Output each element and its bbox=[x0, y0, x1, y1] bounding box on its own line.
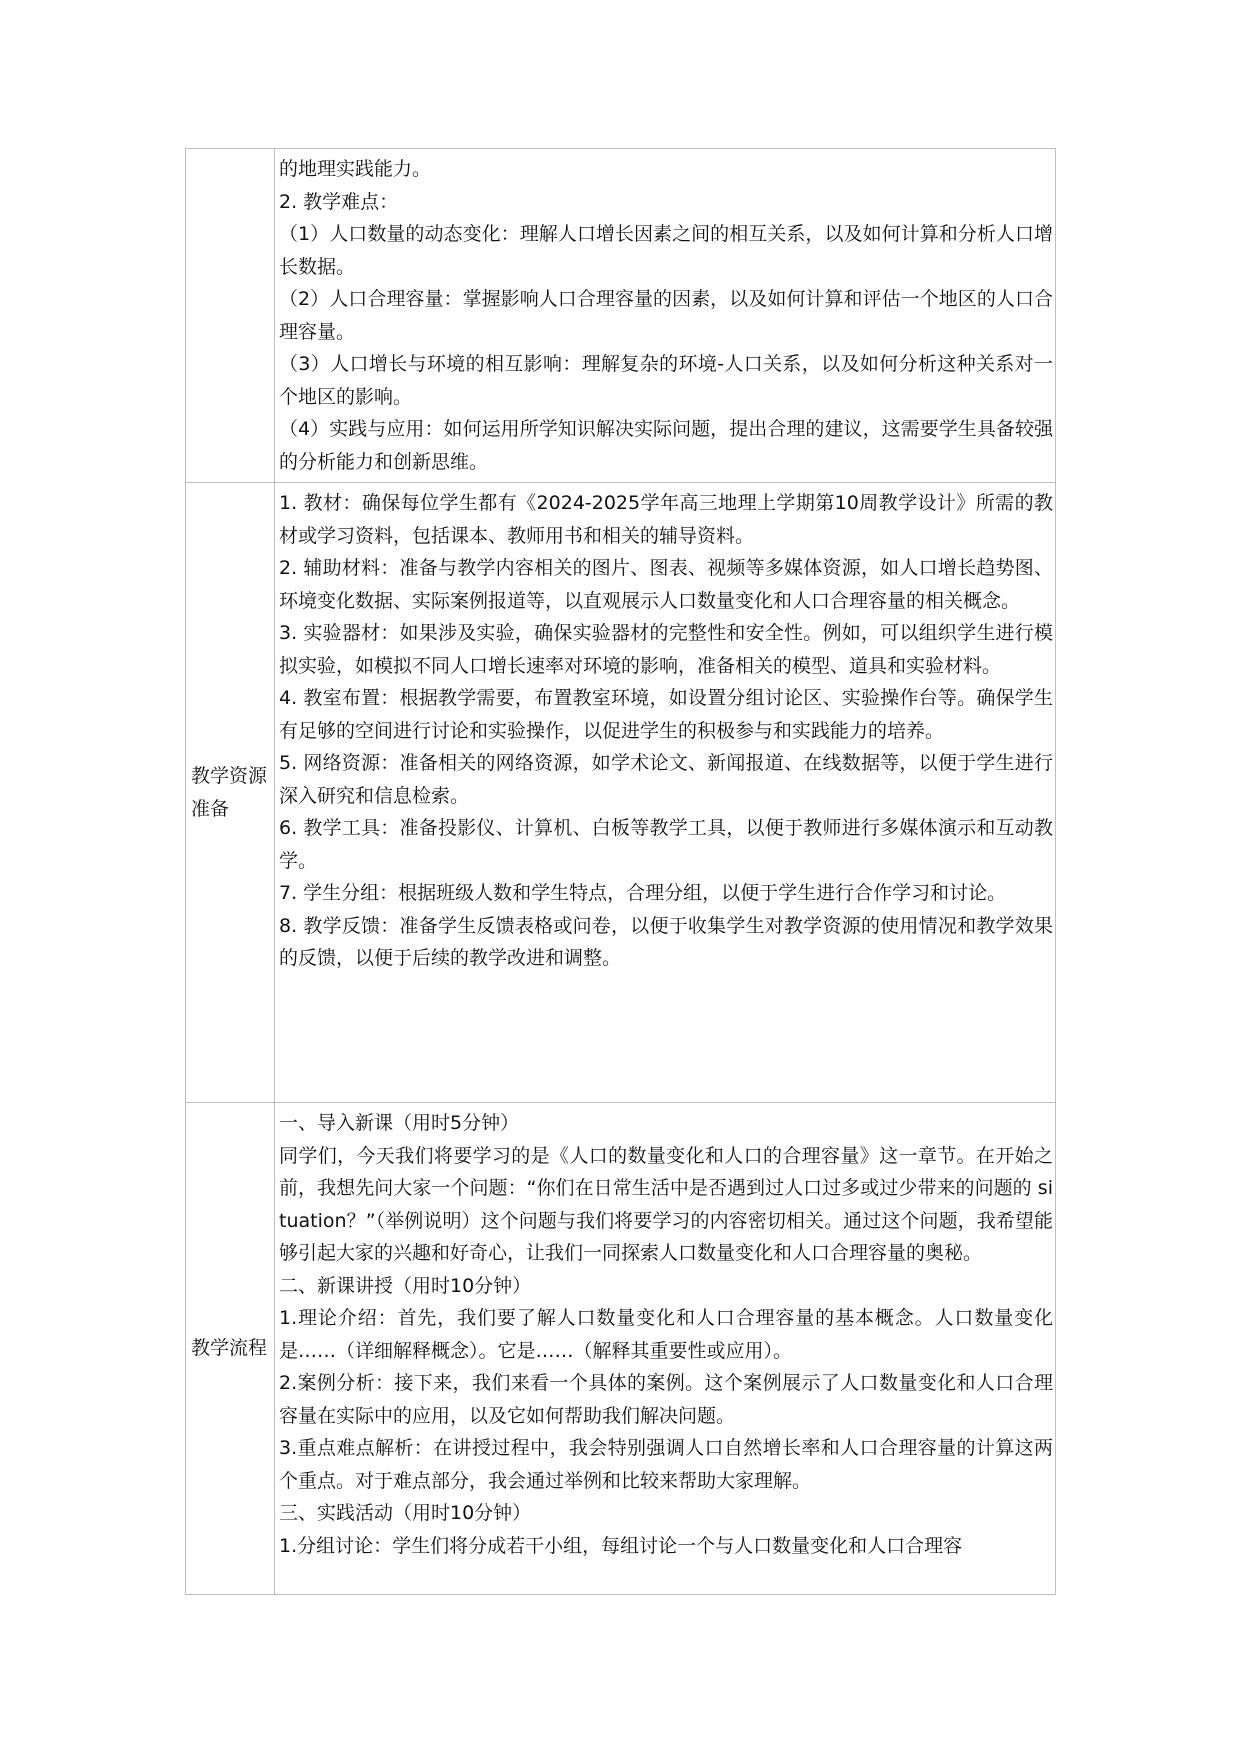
paragraph: 8. 教学反馈：准备学生反馈表格或问卷，以便于收集学生对教学资源的使用情况和教学效果的反馈，以便于后续的教学改进和调整。 bbox=[279, 914, 1053, 969]
row-content bbox=[275, 149, 1056, 483]
paragraph: 一、导入新课（用时5分钟） bbox=[279, 1112, 520, 1134]
paragraph: （3）人口增长与环境的相互影响：理解复杂的环境-人口关系，以及如何分析这种关系对一个地区的影响。 bbox=[279, 353, 1053, 408]
paragraph: 7. 学生分组：根据班级人数和学生特点，合理分组，以便于学生进行合作学习和讨论。 bbox=[279, 882, 1007, 904]
paragraph: 3. 实验器材：如果涉及实验，确保实验器材的完整性和安全性。例如，可以组织学生进行模拟实验，如模拟不同人口增长速率对环境的影响，准备相关的模型、道具和实验材料。 bbox=[279, 622, 1053, 677]
paragraph: 2. 教学难点： bbox=[279, 190, 399, 213]
row-content bbox=[275, 483, 1056, 1103]
paragraph: 1.分组讨论：学生们将分成若干小组，每组讨论一个与人口数量变化和人口合理容 bbox=[279, 1534, 963, 1557]
table-row-process bbox=[186, 1103, 1056, 1595]
row-label: 教学流程 bbox=[186, 1103, 275, 1595]
paragraph: 二、新课讲授（用时10分钟） bbox=[279, 1274, 532, 1297]
table-row-resources bbox=[186, 483, 1056, 1103]
paragraph: 6. 教学工具：准备投影仪、计算机、白板等教学工具，以便于教师进行多媒体演示和互动教学。 bbox=[279, 817, 1053, 872]
paragraph: 1. 教材：确保每位学生都有《2024-2025学年高三地理上学期第10周教学设计》所需的教材或学习资料，包括课本、教师用书和相关的辅导资料。 bbox=[279, 492, 1053, 547]
paragraph: 3.重点难点解析：在讲授过程中，我会特别强调人口自然增长率和人口合理容量的计算这两个重点。对于难点部分，我会通过举例和比较来帮助大家理解。 bbox=[279, 1437, 1053, 1492]
row-label: 教学资源准备 bbox=[186, 483, 275, 1103]
paragraph: 1.理论介绍：首先，我们要了解人口数量变化和人口合理容量的基本概念。人口数量变化是……（详细解释概念）。它是……（解释其重要性或应用）。 bbox=[279, 1307, 1053, 1362]
row-label bbox=[186, 149, 275, 483]
paragraph: 2. 辅助材料：准备与教学内容相关的图片、图表、视频等多媒体资源，如人口增长趋势图、环境变化数据、实际案例报道等，以直观展示人口数量变化和人口合理容量的相关概念。 bbox=[279, 557, 1053, 612]
row-content bbox=[275, 1103, 1056, 1595]
paragraph: 2.案例分析：接下来，我们来看一个具体的案例。这个案例展示了人口数量变化和人口合理容量在实际中的应用，以及它如何帮助我们解决问题。 bbox=[279, 1372, 1053, 1427]
paragraph: 同学们，今天我们将要学习的是《人口的数量变化和人口的合理容量》这一章节。在开始之前，我想先问大家一个问题：“你们在日常生活中是否遇到过人口过多或过少带来的问题的 situation？”（举例说明）这个问题与我们将要学习的内容密切相关。通过这个问题，我希望能够引起大家的兴趣和好奇心，让我们一同探索人口数量变化和人口合理容量的奥秘。 bbox=[279, 1144, 1053, 1264]
paragraph: （4）实践与应用：如何运用所学知识解决实际问题，提出合理的建议，这需要学生具备较强的分析能力和创新思维。 bbox=[279, 418, 1053, 473]
paragraph: 的地理实践能力。 bbox=[279, 158, 432, 180]
lesson-plan-table bbox=[185, 148, 1056, 1595]
paragraph: 4. 教室布置：根据教学需要，布置教室环境，如设置分组讨论区、实验操作台等。确保学生有足够的空间进行讨论和实验操作，以促进学生的积极参与和实践能力的培养。 bbox=[279, 687, 1053, 742]
paragraph: （1）人口数量的动态变化：理解人口增长因素之间的相互关系，以及如何计算和分析人口增长数据。 bbox=[279, 223, 1053, 278]
paragraph: 三、实践活动（用时10分钟） bbox=[279, 1502, 532, 1524]
paragraph: 5. 网络资源：准备相关的网络资源，如学术论文、新闻报道、在线数据等，以便于学生进行深入研究和信息检索。 bbox=[279, 752, 1053, 807]
table-row-difficulties bbox=[186, 149, 1056, 483]
paragraph: （2）人口合理容量：掌握影响人口合理容量的因素，以及如何计算和评估一个地区的人口合理容量。 bbox=[279, 288, 1053, 343]
